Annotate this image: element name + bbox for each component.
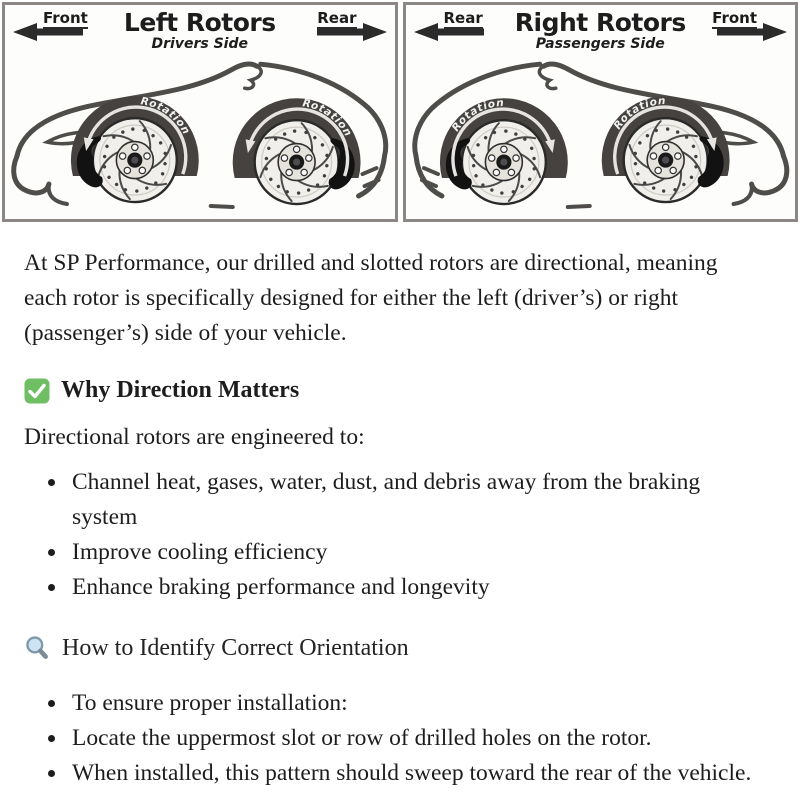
car-body [14, 64, 386, 207]
right-arrow-icon [317, 22, 387, 42]
left-rotors-panel [2, 2, 398, 222]
benefits-list [24, 465, 766, 605]
direction-text: Rear [443, 9, 483, 27]
heading-text: Why Direction Matters [61, 377, 300, 403]
list-item: • To ensure proper installation: [68, 686, 766, 721]
list-item: • Enhance braking performance and longevity [68, 570, 766, 605]
rotation-label: Rotation [301, 97, 355, 139]
rear-direction-label [275, 9, 387, 43]
right-rotors-panel [403, 2, 799, 222]
left-car-illustration [5, 60, 395, 218]
orientation-heading [24, 631, 766, 666]
car-body [414, 64, 786, 207]
why-direction-heading [24, 373, 766, 408]
front-direction-label [675, 9, 787, 43]
list-item: • Improve cooling efficiency [68, 535, 766, 570]
right-arrow-icon [717, 22, 787, 42]
list-item: • When installed, this pattern should sweep toward the rear of the vehicle. [68, 756, 766, 791]
check-mark-emoji [24, 378, 50, 404]
right-panel-header [406, 5, 796, 57]
magnifying-glass-icon [24, 635, 51, 662]
heading-text: How to Identify Correct Orientation [62, 635, 409, 661]
rotation-label: Rotation [611, 94, 667, 132]
left-panel-header [5, 5, 395, 57]
article-body [0, 222, 800, 791]
direction-text: Front [712, 9, 757, 27]
panel-subtitle: Drivers Side [151, 36, 248, 53]
list-item: • Locate the uppermost slot or row of drilled holes on the rotor. [68, 721, 766, 756]
rotation-label: Rotation [449, 96, 505, 134]
rotation-label: Rotation [139, 95, 193, 137]
intro-paragraph: At SP Performance, our drilled and slotted rotors are directional, meaning each rotor is specifically designed for either the left (driver’s) or right (passenger’s) side of your vehicle. [24, 250, 718, 346]
panel-title: Right Rotors [514, 8, 686, 37]
list-item: • Channel heat, gases, water, dust, and debris away from the braking system [68, 465, 766, 535]
engineered-lead: Directional rotors are engineered to: [24, 424, 365, 450]
direction-text: Front [43, 9, 88, 27]
direction-text: Rear [317, 9, 357, 27]
panel-title: Left Rotors [123, 8, 276, 37]
panel-subtitle: Passengers Side [535, 36, 665, 53]
rotor-direction-diagram [0, 0, 800, 222]
installation-list [24, 686, 766, 791]
right-car-illustration [406, 60, 796, 218]
